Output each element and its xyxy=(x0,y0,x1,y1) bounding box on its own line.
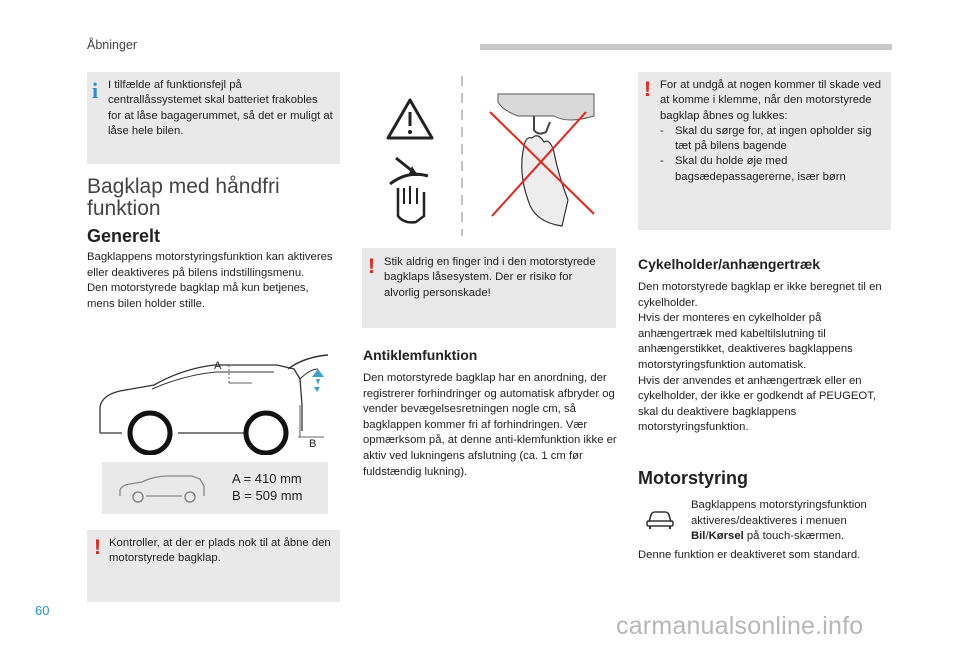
motor-text-before: Bagklappens motorstyringsfunktion aktiveres/deaktiveres i menuen xyxy=(691,499,867,527)
warning-right-content xyxy=(660,78,886,185)
warning-box-left xyxy=(87,530,340,602)
antiklem-text: Den motorstyrede bagklap har en anordning, der registrerer forhindringer og automatisk afbryder og vender bevægelsesretningen nogle cm, så bagklappen kommer fri af forhindringen. Vær opmærksom på, at denne anti-klemfunktion ikke er aktiv ved lukningens afslutning (ca. 1 cm før fuldstændig lukning). xyxy=(363,372,617,478)
warning-mid-text: Stik aldrig en finger ind i den motorstyrede bagklaps låsesystem. Der er risiko for alvorlig personskade! xyxy=(384,256,596,299)
page-number: 60 xyxy=(35,603,50,618)
section-header: Åbninger xyxy=(87,38,138,52)
dimension-a: A = 410 mm xyxy=(232,471,302,486)
motor-default-note: Denne funktion er deaktiveret som standard. xyxy=(638,549,861,561)
generelt-text xyxy=(87,250,337,312)
heading-generelt: Generelt xyxy=(87,226,161,246)
heading-motorstyring: Motorstyring xyxy=(638,468,748,488)
motor-text-after: på touch-skærmen. xyxy=(743,530,845,543)
section-title: Bagklap med håndfri funktion xyxy=(87,175,280,220)
watermark: carmanualsonline.info xyxy=(616,612,864,640)
warning-left-text: Kontroller, at der er plads nok til at åbne den motorstyrede bagklap. xyxy=(109,537,331,565)
figure-label-b: B xyxy=(309,438,317,450)
heading-cykel: Cykelholder/anhængertræk xyxy=(638,256,821,272)
info-box xyxy=(87,72,340,164)
heading-antiklem: Antiklemfunktion xyxy=(363,347,478,363)
generelt-p2: Den motorstyrede bagklap må kun betjenes, mens bilen holder stille. xyxy=(87,282,309,310)
header-bar xyxy=(480,44,892,50)
finger-warning-figure xyxy=(368,76,618,236)
dimension-box xyxy=(102,462,328,514)
warning-right-intro: For at undgå at nogen kommer til skade ved at komme i klemme, når den motorstyrede bagklap åbnes og lukkes: xyxy=(660,79,882,122)
car-outline-icon xyxy=(116,474,212,504)
figure-label-a: A xyxy=(214,360,222,372)
warning-right-list xyxy=(660,124,886,185)
warning-box-right xyxy=(638,72,891,230)
cykel-p3: Hvis der anvendes et anhængertræk eller en cykelholder, der ikke er godkendt af PEUGEOT, skal du deaktivere bagklappens motorstyringsfunktion. xyxy=(638,374,876,434)
cykel-p1: Den motorstyrede bagklap er ikke beregnet til en cykelholder. xyxy=(638,281,882,309)
car-icon xyxy=(645,508,675,530)
dimension-b: B = 509 mm xyxy=(232,488,303,503)
info-icon: i xyxy=(92,78,99,103)
warning-icon: ! xyxy=(94,536,101,559)
cykel-p2: Hvis der monteres en cykelholder på anhængertræk med kabeltilslutning til anhængerstikket, deaktiveres bagklappens motorstyringsfunktion automatisk. xyxy=(638,312,853,371)
menu-korsel: Kørsel xyxy=(708,530,744,543)
warning-icon: ! xyxy=(644,78,651,101)
menu-bil: Bil xyxy=(691,530,706,543)
motor-slash: / xyxy=(705,530,709,543)
list-item: - Skal du holde øje med bagsædepassagererne, især børn xyxy=(660,154,886,185)
info-box-text: I tilfælde af funktionsfejl på centrallåssystemet skal batteriet frakobles for at låse bagagerummet, så det er muligt at låse hele bilen. xyxy=(108,79,333,137)
car-side-figure xyxy=(92,335,340,455)
motor-text xyxy=(691,498,891,545)
warning-box-mid xyxy=(362,248,616,328)
warning-icon: ! xyxy=(368,255,375,278)
cykel-text xyxy=(638,280,892,436)
list-item: - Skal du sørge for, at ingen opholder sig tæt på bilens bagende xyxy=(660,124,886,155)
generelt-p1: Bagklappens motorstyringsfunktion kan aktiveres eller deaktiveres på bilens indstillingsmenu. xyxy=(87,251,333,279)
